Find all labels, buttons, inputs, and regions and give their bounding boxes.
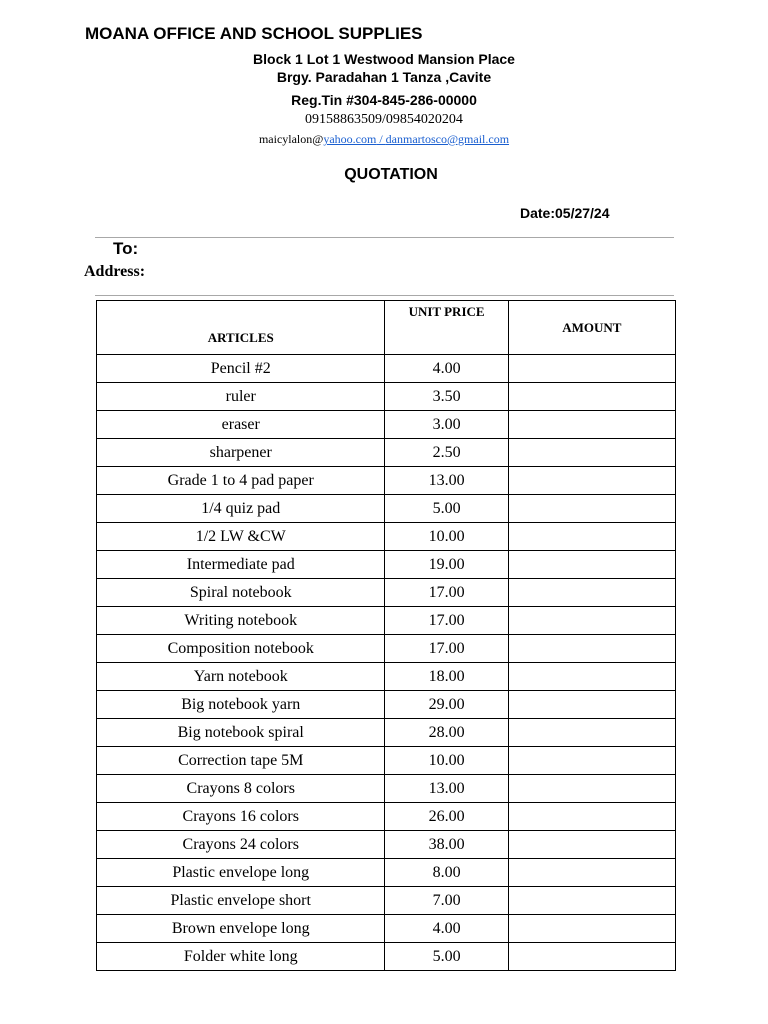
divider-top xyxy=(95,237,674,238)
table-row xyxy=(97,607,676,635)
table-row xyxy=(97,579,676,607)
table-body xyxy=(97,355,676,971)
article-cell: Correction tape 5M xyxy=(97,747,385,775)
unit-price-cell: 10.00 xyxy=(385,747,508,775)
table-row xyxy=(97,831,676,859)
table-row xyxy=(97,691,676,719)
amount-cell xyxy=(508,467,675,495)
amount-cell xyxy=(508,579,675,607)
email-separator: / xyxy=(376,132,386,146)
article-cell: Composition notebook xyxy=(97,635,385,663)
unit-price-cell: 5.00 xyxy=(385,943,508,971)
amount-cell xyxy=(508,887,675,915)
amount-cell xyxy=(508,915,675,943)
amount-cell xyxy=(508,831,675,859)
table-row xyxy=(97,355,676,383)
article-cell: Crayons 16 colors xyxy=(97,803,385,831)
article-cell: Plastic envelope long xyxy=(97,859,385,887)
unit-price-cell: 17.00 xyxy=(385,635,508,663)
amount-cell xyxy=(508,663,675,691)
table-row xyxy=(97,803,676,831)
amount-cell xyxy=(508,495,675,523)
to-label: To: xyxy=(113,239,139,258)
article-cell: Yarn notebook xyxy=(97,663,385,691)
amount-cell xyxy=(508,943,675,971)
table-row xyxy=(97,915,676,943)
amount-cell xyxy=(508,551,675,579)
unit-price-cell: 19.00 xyxy=(385,551,508,579)
unit-price-cell: 13.00 xyxy=(385,467,508,495)
article-cell: Intermediate pad xyxy=(97,551,385,579)
article-cell: Plastic envelope short xyxy=(97,887,385,915)
email-link-gmail[interactable]: danmartosco@gmail.com xyxy=(385,132,510,146)
article-cell: Pencil #2 xyxy=(97,355,385,383)
unit-price-cell: 3.50 xyxy=(385,383,508,411)
unit-price-cell: 10.00 xyxy=(385,523,508,551)
quotation-title: QUOTATION xyxy=(344,166,438,183)
unit-price-cell: 8.00 xyxy=(385,859,508,887)
amount-cell xyxy=(508,523,675,551)
amount-cell xyxy=(508,411,675,439)
amount-cell xyxy=(508,607,675,635)
article-cell: Grade 1 to 4 pad paper xyxy=(97,467,385,495)
unit-price-cell: 17.00 xyxy=(385,607,508,635)
table-row xyxy=(97,523,676,551)
amount-cell xyxy=(508,355,675,383)
table-row xyxy=(97,859,676,887)
reg-tin: Reg.Tin #304-845-286-00000 xyxy=(291,92,477,108)
unit-price-cell: 5.00 xyxy=(385,495,508,523)
unit-price-cell: 38.00 xyxy=(385,831,508,859)
unit-price-cell: 18.00 xyxy=(385,663,508,691)
amount-cell xyxy=(508,635,675,663)
article-cell: Crayons 8 colors xyxy=(97,775,385,803)
header-amount: AMOUNT xyxy=(508,301,675,355)
table-header-row xyxy=(97,301,676,355)
divider-bottom xyxy=(95,295,674,296)
article-cell: ruler xyxy=(97,383,385,411)
amount-cell xyxy=(508,859,675,887)
article-cell: Brown envelope long xyxy=(97,915,385,943)
table-row xyxy=(97,551,676,579)
table-row xyxy=(97,663,676,691)
table-row xyxy=(97,495,676,523)
table-row xyxy=(97,411,676,439)
article-cell: Folder white long xyxy=(97,943,385,971)
table-row xyxy=(97,747,676,775)
article-cell: Crayons 24 colors xyxy=(97,831,385,859)
article-cell: eraser xyxy=(97,411,385,439)
email-prefix: maicylalon@ xyxy=(258,132,324,146)
table-row xyxy=(97,943,676,971)
email-link-yahoo[interactable]: yahoo.com xyxy=(323,132,377,146)
amount-cell xyxy=(508,439,675,467)
table-row xyxy=(97,719,676,747)
address-label: Address: xyxy=(84,263,146,280)
unit-price-cell: 13.00 xyxy=(385,775,508,803)
quotation-date: Date:05/27/24 xyxy=(520,205,610,221)
unit-price-cell: 28.00 xyxy=(385,719,508,747)
address-line-1: Block 1 Lot 1 Westwood Mansion Place xyxy=(253,51,515,67)
article-cell: 1/2 LW &CW xyxy=(97,523,385,551)
unit-price-cell: 26.00 xyxy=(385,803,508,831)
table-row xyxy=(97,439,676,467)
email-line xyxy=(0,132,768,147)
unit-price-cell: 17.00 xyxy=(385,579,508,607)
table-row xyxy=(97,775,676,803)
company-name: MOANA OFFICE AND SCHOOL SUPPLIES xyxy=(85,24,423,43)
article-cell: sharpener xyxy=(97,439,385,467)
amount-cell xyxy=(508,691,675,719)
article-cell: Spiral notebook xyxy=(97,579,385,607)
quotation-table xyxy=(96,300,676,971)
unit-price-cell: 2.50 xyxy=(385,439,508,467)
amount-cell xyxy=(508,803,675,831)
article-cell: Writing notebook xyxy=(97,607,385,635)
unit-price-cell: 4.00 xyxy=(385,915,508,943)
address-line-2: Brgy. Paradahan 1 Tanza ,Cavite xyxy=(276,69,492,85)
amount-cell xyxy=(508,719,675,747)
phone-numbers: 09158863509/09854020204 xyxy=(305,112,463,127)
unit-price-cell: 3.00 xyxy=(385,411,508,439)
amount-cell xyxy=(508,383,675,411)
article-cell: Big notebook yarn xyxy=(97,691,385,719)
table-row xyxy=(97,635,676,663)
amount-cell xyxy=(508,775,675,803)
header-unit-price: UNIT PRICE xyxy=(385,301,508,355)
table-row xyxy=(97,467,676,495)
table-row xyxy=(97,383,676,411)
article-cell: Big notebook spiral xyxy=(97,719,385,747)
amount-cell xyxy=(508,747,675,775)
table-row xyxy=(97,887,676,915)
unit-price-cell: 4.00 xyxy=(385,355,508,383)
unit-price-cell: 7.00 xyxy=(385,887,508,915)
unit-price-cell: 29.00 xyxy=(385,691,508,719)
header-articles: ARTICLES xyxy=(97,301,385,355)
article-cell: 1/4 quiz pad xyxy=(97,495,385,523)
